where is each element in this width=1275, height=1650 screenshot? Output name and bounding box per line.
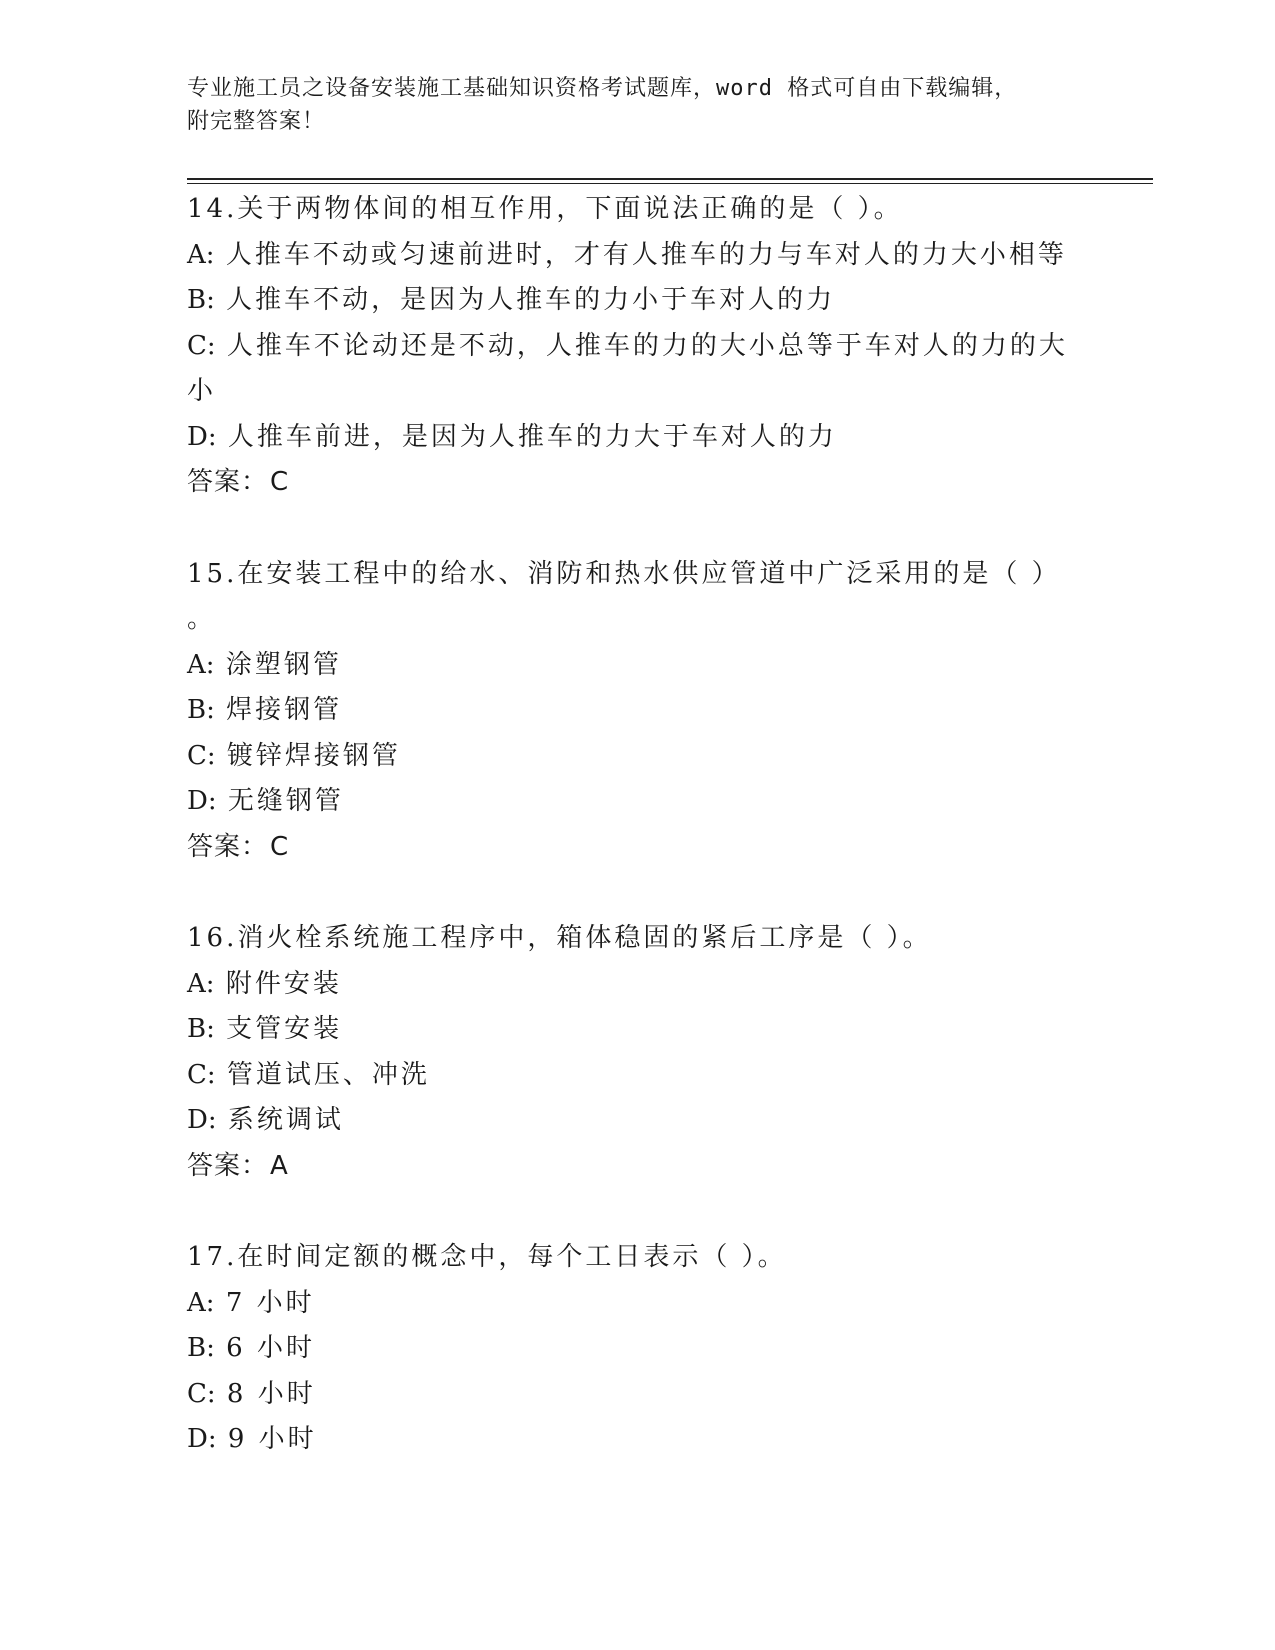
option-letter: C: [187,1378,216,1409]
option-a [187,233,1087,279]
header-line-2: 附完整答案！ [187,109,326,134]
option-a [187,1281,1087,1327]
option-letter: C: [187,740,216,771]
option-c [187,1053,1087,1099]
option-letter: B: [187,1333,215,1363]
option-text: 附件安装 [225,968,342,999]
option-letter: D: [187,786,217,816]
option-d [187,1098,1087,1144]
option-letter: C: [187,330,216,361]
option-text: 无缝钢管 [227,786,344,816]
option-text: 涂塑钢管 [225,649,342,680]
option-text: 支管安装 [226,1014,343,1044]
question-stem-continuation: 。 [187,604,217,634]
option-text: 8 小时 [226,1378,316,1409]
option-text: 系统调试 [227,1105,344,1135]
answer-label: 答案： [187,831,269,862]
option-c [187,734,1087,780]
answer-line [187,1144,1087,1190]
question-stem: 14.关于两物体间的相互作用，下面说法正确的是（ ）。 [187,194,903,224]
option-letter: D: [187,1424,217,1454]
document-header [187,72,1067,138]
option-letter: D: [187,1105,217,1135]
answer-label: 答案： [187,467,269,497]
question-stem: 15.在安装工程中的给水、消防和热水供应管道中广泛采用的是（ ） [187,558,1061,589]
question-spacer [187,506,1087,552]
answer-line [187,825,1087,871]
option-text: 6 小时 [226,1333,315,1363]
option-b [187,278,1087,324]
question-16 [187,916,1087,1189]
option-text: 人推车不动或匀速前进时，才有人推车的力与车对人的力大小相等 [225,239,1067,270]
answer-label: 答案： [187,1150,269,1181]
option-d [187,415,1087,461]
option-text: 人推车不论动还是不动，人推车的力的大小总等于车对人的力的大 [226,330,1068,361]
option-a [187,962,1087,1008]
option-letter: A: [187,968,215,999]
option-a [187,643,1087,689]
option-text: 9 小时 [227,1424,317,1454]
option-c [187,1372,1087,1418]
option-letter: A: [187,1287,215,1318]
option-d [187,779,1087,825]
answer-value: C [270,467,290,497]
header-divider-thick [187,178,1153,180]
option-letter: C: [187,1059,216,1090]
question-15 [187,552,1087,871]
option-text: 人推车前进，是因为人推车的力大于车对人的力 [227,421,837,452]
option-letter: D: [187,421,217,452]
option-b [187,688,1087,734]
question-spacer [187,870,1087,916]
question-17 [187,1235,1087,1463]
option-letter: B: [187,695,215,725]
question-list [187,187,1087,1463]
option-text: 镀锌焊接钢管 [226,740,401,771]
option-letter: B: [187,1014,215,1044]
answer-line [187,460,1087,506]
option-letter: A: [187,649,215,680]
option-b [187,1007,1087,1053]
option-c [187,324,1087,370]
question-stem: 16.消火栓系统施工程序中，箱体稳固的紧后工序是（ ）。 [187,923,932,953]
question-stem: 17.在时间定额的概念中，每个工日表示（ ）。 [187,1242,787,1272]
option-text: 7 小时 [225,1287,315,1318]
question-spacer [187,1189,1087,1235]
option-b [187,1326,1087,1372]
header-divider-thin [187,183,1153,184]
option-letter: A: [187,239,215,270]
answer-value: A [270,1150,289,1181]
header-line-1: 专业施工员之设备安装施工基础知识资格考试题库，word 格式可自由下载编辑， [187,76,1018,101]
answer-value: C [270,831,290,862]
option-text: 焊接钢管 [226,695,343,725]
option-letter: B: [187,285,215,315]
option-text: 管道试压、冲洗 [226,1059,430,1090]
option-text: 人推车不动，是因为人推车的力小于车对人的力 [226,285,836,315]
option-c-continuation: 小 [187,376,217,406]
option-d [187,1417,1087,1463]
question-14 [187,187,1087,506]
